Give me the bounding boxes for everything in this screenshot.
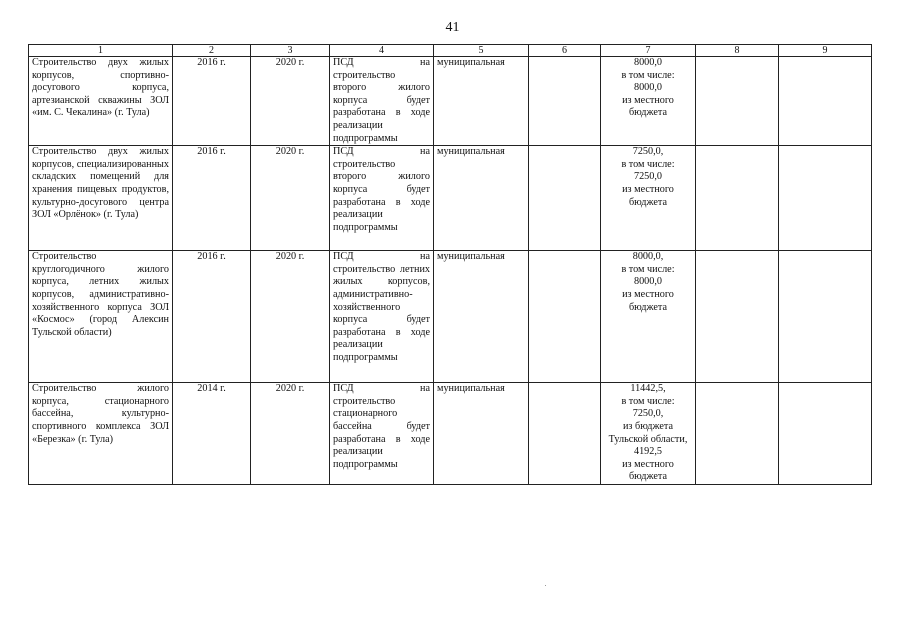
column-number: 6 bbox=[529, 45, 601, 57]
psd-status: ПСД на строительство стационарного бассейна будет разработана в ходе реализации подпрограммы bbox=[330, 383, 434, 485]
financing-line: 4192,5 bbox=[633, 446, 662, 458]
column-6-cell bbox=[529, 57, 601, 146]
financing-line: из местного bbox=[622, 288, 674, 300]
start-year: 2016 г. bbox=[173, 57, 251, 146]
financing-cell bbox=[601, 251, 696, 383]
column-8-cell bbox=[696, 146, 779, 251]
start-year: 2016 г. bbox=[173, 146, 251, 251]
financing-line: из местного bbox=[622, 183, 674, 195]
end-year: 2020 г. bbox=[251, 57, 330, 146]
financing-line: бюджета bbox=[629, 107, 667, 119]
column-9-cell bbox=[779, 57, 872, 146]
table-row bbox=[29, 146, 872, 251]
ownership: муниципальная bbox=[434, 251, 529, 383]
financing-line: бюджета bbox=[629, 196, 667, 208]
financing-line: 11442,5, bbox=[630, 383, 666, 395]
ownership: муниципальная bbox=[434, 146, 529, 251]
page-number: 41 bbox=[445, 20, 460, 35]
financing-line: бюджета bbox=[629, 471, 667, 483]
financing-line: бюджета bbox=[629, 301, 667, 313]
financing-line: из местного bbox=[622, 94, 674, 106]
column-number: 7 bbox=[601, 45, 696, 57]
financing-line: 8000,0 bbox=[633, 57, 662, 68]
end-year: 2020 г. bbox=[251, 251, 330, 383]
financing-cell bbox=[601, 146, 696, 251]
end-year: 2020 г. bbox=[251, 383, 330, 485]
financing-line: 7250,0 bbox=[633, 171, 662, 183]
financing-line: 8000,0 bbox=[633, 82, 662, 94]
financing-cell bbox=[601, 383, 696, 485]
ownership: муниципальная bbox=[434, 57, 529, 146]
column-8-cell bbox=[696, 251, 779, 383]
table-row bbox=[29, 383, 872, 485]
table-row bbox=[29, 251, 872, 383]
column-number: 3 bbox=[251, 45, 330, 57]
column-number: 8 bbox=[696, 45, 779, 57]
start-year: 2016 г. bbox=[173, 251, 251, 383]
financing-line: Тульской области, bbox=[608, 433, 688, 445]
column-6-cell bbox=[529, 251, 601, 383]
column-number: 9 bbox=[779, 45, 872, 57]
table-row bbox=[29, 57, 872, 146]
object-name: Строительство жилого корпуса, стационарного бассейна, культурно-спортивного комплекса ЗОЛ «Березка» (г. Тула) bbox=[29, 383, 173, 485]
column-number: 1 bbox=[29, 45, 173, 57]
start-year: 2014 г. bbox=[173, 383, 251, 485]
column-6-cell bbox=[529, 146, 601, 251]
column-9-cell bbox=[779, 146, 872, 251]
column-8-cell bbox=[696, 383, 779, 485]
financing-line: из местного bbox=[622, 458, 674, 470]
column-9-cell bbox=[779, 383, 872, 485]
financing-cell bbox=[601, 57, 696, 146]
object-name: Строительство двух жилых корпусов, специализированных складских помещений для хранения пищевых продуктов, культурно-досугового центра ЗОЛ «Орлёнок» (г. Тула) bbox=[29, 146, 173, 251]
ownership: муниципальная bbox=[434, 383, 529, 485]
column-number-row bbox=[29, 45, 872, 57]
financing-line: 7250,0, bbox=[632, 408, 664, 420]
end-year: 2020 г. bbox=[251, 146, 330, 251]
financing-line: 8000,0 bbox=[633, 276, 662, 288]
financing-line: в том числе: bbox=[621, 263, 675, 275]
column-number: 5 bbox=[434, 45, 529, 57]
column-9-cell bbox=[779, 251, 872, 383]
financing-line: из бюджета bbox=[622, 420, 673, 432]
psd-status: ПСД на строительство второго жилого корпуса будет разработана в ходе реализации подпрограммы bbox=[330, 57, 434, 146]
financing-line: в том числе: bbox=[621, 395, 675, 407]
object-name: Строительство круглогодичного жилого корпуса, летних жилых корпусов, административно-хозяйственного корпуса ЗОЛ «Космос» (город Алексин Тульской области) bbox=[29, 251, 173, 383]
column-6-cell bbox=[529, 383, 601, 485]
column-8-cell bbox=[696, 57, 779, 146]
scan-speck bbox=[545, 585, 546, 586]
financing-line: в том числе: bbox=[621, 69, 675, 81]
psd-status: ПСД на строительство летних жилых корпусов, административно-хозяйственного корпуса будет разработана в ходе реализации подпрограммы bbox=[330, 251, 434, 383]
program-table bbox=[28, 44, 872, 485]
object-name: Строительство двух жилых корпусов, спортивно-досугового корпуса, артезианской скважины ЗОЛ «им. С. Чекалина» (г. Тула) bbox=[29, 57, 173, 146]
financing-line: 7250,0, bbox=[632, 146, 664, 158]
financing-line: в том числе: bbox=[621, 158, 675, 170]
column-number: 2 bbox=[173, 45, 251, 57]
financing-line: 8000,0, bbox=[632, 251, 664, 263]
column-number: 4 bbox=[330, 45, 434, 57]
psd-status: ПСД на строительство второго жилого корпуса будет разработана в ходе реализации подпрограммы bbox=[330, 146, 434, 251]
